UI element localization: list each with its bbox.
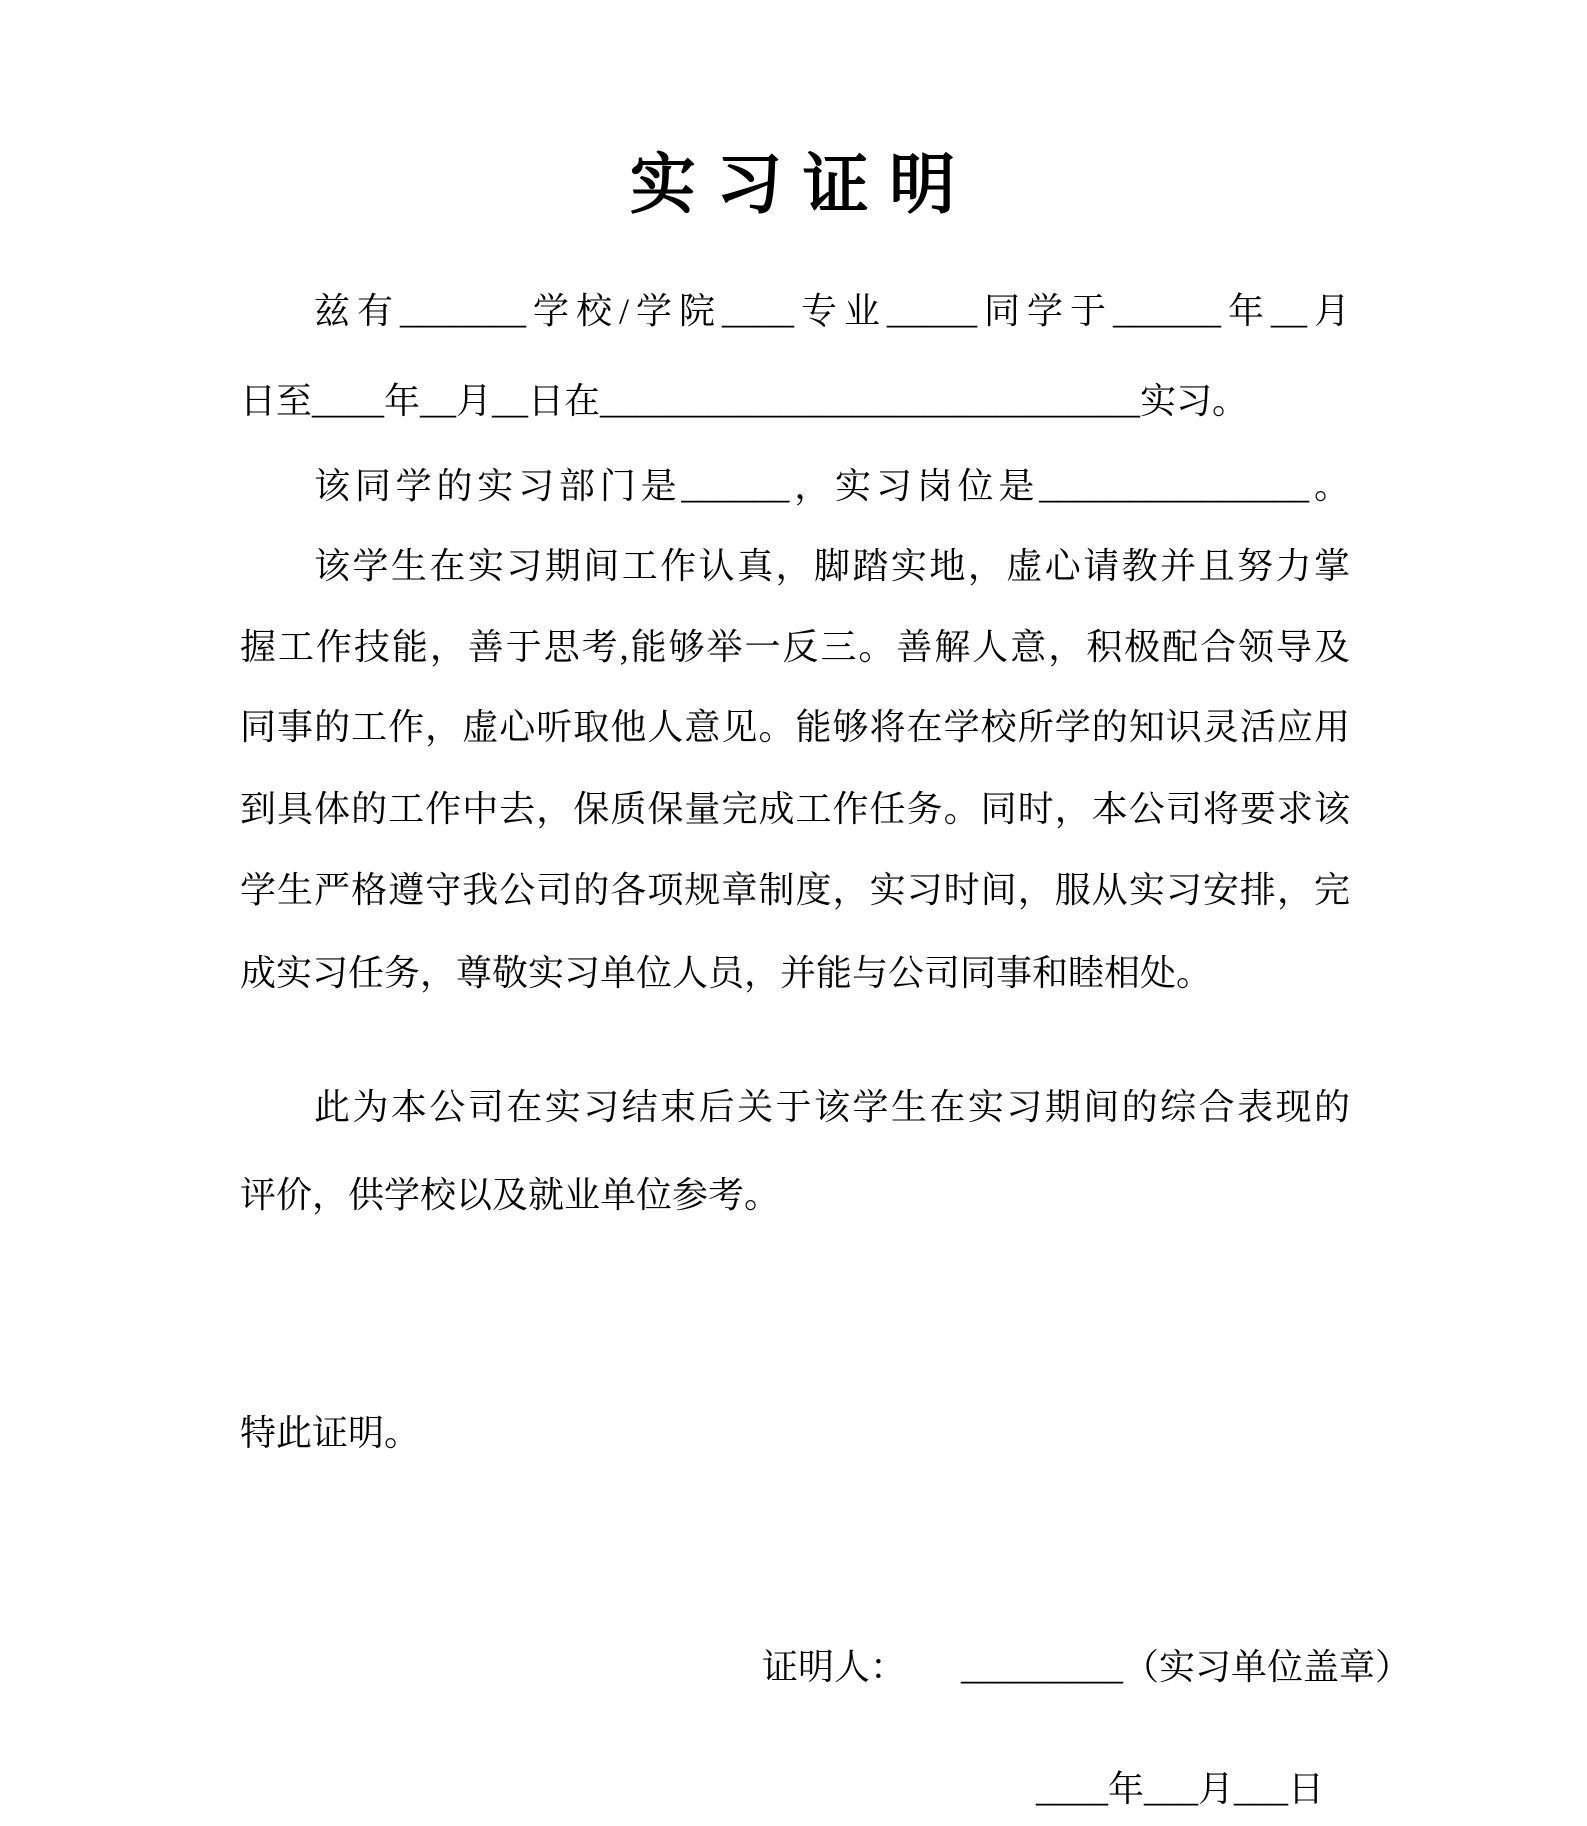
date-line: ____年___月___日 [1036,1769,1325,1809]
paragraph3-line2: 握工作技能，善于思考,能够举一反三。善解人意，积极配合领导及 [240,627,1350,667]
paragraph3-line1: 该学生在实习期间工作认真，脚踏实地，虚心请教并且努力掌 [314,546,1350,586]
paragraph2-line1: 该同学的实习部门是______，实习岗位是_______________。 [314,466,1350,506]
paragraph4-line2: 评价，供学校以及就业单位参考。 [240,1175,781,1215]
paragraph3-line6: 成实习任务，尊敬实习单位人员，并能与公司同事和睦相处。 [240,953,1213,993]
paragraph3-line5: 学生严格遵守我公司的各项规章制度，实习时间，服从实习安排，完 [240,870,1350,910]
closing-statement: 特此证明。 [240,1413,421,1453]
document-title: 实 习 证 明 [629,149,958,222]
paragraph3-line3: 同事的工作，虚心听取他人意见。能够将在学校所学的知识灵活应用 [240,707,1350,747]
paragraph1-line1: 兹有_______学校/学院____专业_____同学于______年__月 [314,291,1350,331]
paragraph3-line4: 到具体的工作中去，保质保量完成工作任务。同时，本公司将要求该 [240,789,1350,829]
paragraph4-line1: 此为本公司在实习结束后关于该学生在实习期间的综合表现的 [314,1087,1350,1127]
paragraph1-line2: 日至____年__月__日在______________________________实习。 [240,381,1249,421]
signature-stamp-note: （实习单位盖章） [1123,1647,1412,1687]
signature-blank: _________ [961,1647,1124,1687]
signature-label: 证明人： [762,1647,907,1687]
signature-line [726,1598,1411,1736]
